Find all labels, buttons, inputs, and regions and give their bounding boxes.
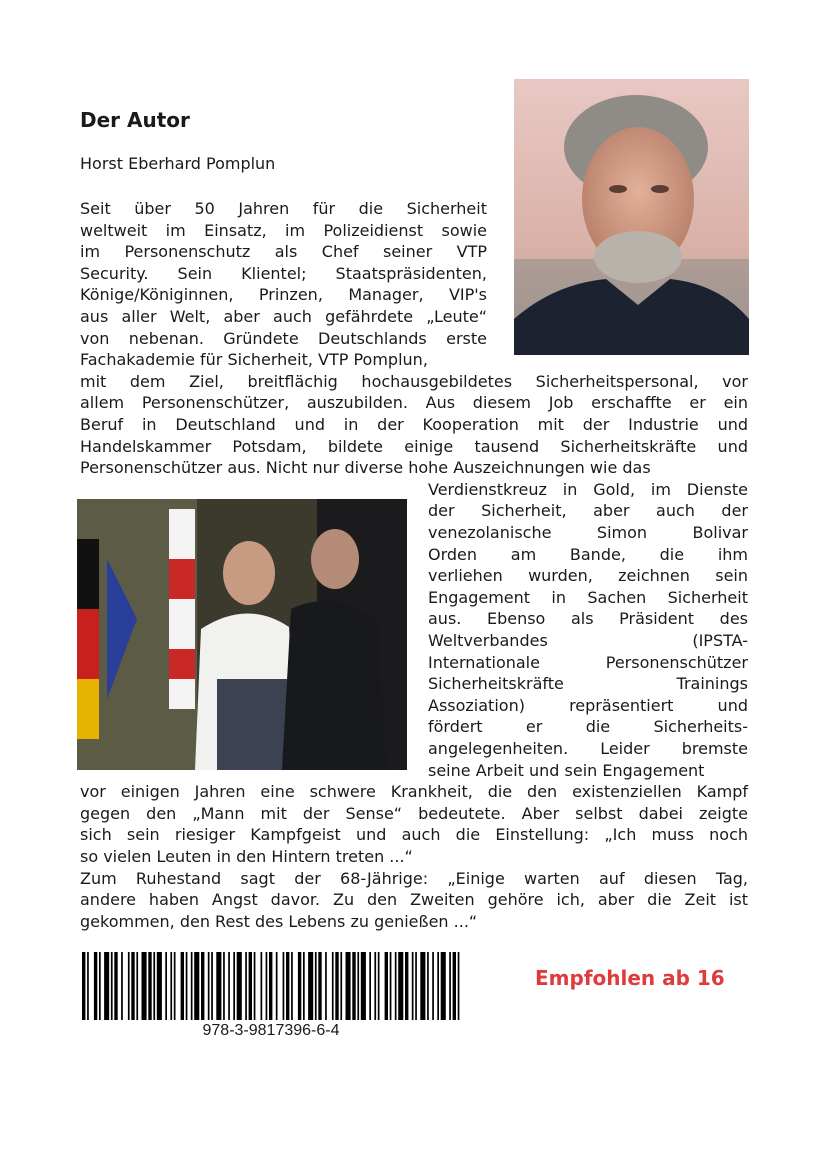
barcode-bar (298, 952, 301, 1020)
barcode-bar (216, 952, 221, 1020)
barcode-bar (357, 952, 359, 1020)
barcode-bar (99, 952, 101, 1020)
barcode-bar (412, 952, 414, 1020)
barcode-bar (228, 952, 230, 1020)
barcode-bar (191, 952, 193, 1020)
barcode-bar (385, 952, 388, 1020)
barcode-bar (121, 952, 123, 1020)
barcode-bar (111, 952, 113, 1020)
bio-line: Security. Sein Klientel; Staatspräsidenten, (80, 263, 487, 283)
bio-line: Personenschützer aus. Nicht nur diverse hohe Auszeichnungen wie das (80, 458, 651, 478)
barcode-bar (104, 952, 109, 1020)
barcode-bar (303, 952, 305, 1020)
bio-line: gegen den „Mann mit der Sense“ bedeutete. Aber selbst dabei zeigte (80, 803, 748, 823)
bio-line: sich sein riesiger Kampfgeist und auch die Einstellung: „Ich muss noch (80, 825, 748, 845)
bio-line: Seit über 50 Jahren für die Sicherheit (80, 199, 487, 218)
barcode-bar (432, 952, 434, 1020)
barcode-bar (245, 952, 247, 1020)
bio-line: Assoziation) repräsentiert und (428, 695, 748, 715)
bio-line: Beruf in Deutschland und in der Kooperation mit der Industrie und (80, 415, 748, 434)
bio-line: weltweit im Einsatz, im Polizeidienst sowie (80, 220, 487, 240)
barcode-bar (142, 952, 147, 1020)
barcode-bar (437, 952, 439, 1020)
barcode-bar (254, 952, 256, 1020)
barcode-bar (131, 952, 134, 1020)
isbn-number: 978-3-9817396-6-4 (202, 1022, 340, 1039)
barcode-bar (453, 952, 456, 1020)
barcode-bar (340, 952, 342, 1020)
barcode-bar (94, 952, 97, 1020)
barcode-bar (211, 952, 213, 1020)
award-ceremony-photo (77, 499, 407, 770)
age-recommendation: Empfohlen ab 16 (535, 966, 725, 990)
bio-line: Fachakademie für Sicherheit, VTP Pomplun, (80, 350, 428, 370)
bio-line: Orden am Bande, die ihm (428, 544, 748, 564)
bio-line: mit dem Ziel, breitflächig hochausgebildetes Sicherheitspersonal, vor (80, 371, 748, 391)
barcode-bar (148, 952, 151, 1020)
bio-line: vor einigen Jahren eine schwere Krankheit, die den existenziellen Kampf (80, 782, 748, 802)
barcode-bar (315, 952, 317, 1020)
barcode-bar (114, 952, 117, 1020)
bio-line: seine Arbeit und sein Engagement (428, 760, 705, 780)
barcode-bar (308, 952, 313, 1020)
barcode-bar (441, 952, 446, 1020)
barcode-bar (269, 952, 272, 1020)
barcode-bar (181, 952, 184, 1020)
barcode-bar (346, 952, 351, 1020)
barcode-bar (266, 952, 268, 1020)
barcode-bar (249, 952, 252, 1020)
barcode-bar (332, 952, 334, 1020)
bio-line: allem Personenschützer, auszubilden. Aus diesem Job erschaffte er ein (80, 393, 748, 413)
barcode-bar (352, 952, 355, 1020)
bio-line: Sicherheitskräfte Trainings (428, 674, 748, 694)
barcode-bar (369, 952, 371, 1020)
bio-line: Verdienstkreuz in Gold, im Dienste (428, 479, 748, 499)
barcode-bar (361, 952, 366, 1020)
barcode-bar (395, 952, 397, 1020)
author-name: Horst Eberhard Pomplun (80, 154, 276, 173)
bio-line: fördert er die Sicherheits- (428, 717, 748, 737)
barcode-bar (286, 952, 289, 1020)
bio-line: aus. Ebenso als Präsident des (428, 609, 748, 629)
bio-line: im Personenschutz als Chef seiner VTP (80, 242, 487, 262)
bio-line: von nebenan. Gründete Deutschlands erste (80, 328, 487, 348)
barcode-bar (165, 952, 167, 1020)
bio-line: gekommen, den Rest des Lebens zu genießen ...“ (80, 911, 478, 931)
barcode-bar (201, 952, 204, 1020)
barcode-bar (374, 952, 376, 1020)
barcode-bar (153, 952, 155, 1020)
barcode-bar (174, 952, 176, 1020)
bio-line: Internationale Personenschützer (428, 652, 748, 672)
barcode-bar (136, 952, 138, 1020)
bio-line: Zum Ruhestand sagt der 68-Jährige: „Einige warten auf diesen Tag, (80, 868, 748, 888)
barcode-bar (420, 952, 425, 1020)
barcode-bar (335, 952, 338, 1020)
barcode-bar (261, 952, 263, 1020)
barcode-bar (276, 952, 278, 1020)
bio-line: Engagement in Sachen Sicherheit (428, 587, 748, 607)
barcode-bar (128, 952, 130, 1020)
barcode-bar (186, 952, 188, 1020)
barcode-bar (170, 952, 172, 1020)
barcode-bar (318, 952, 321, 1020)
barcode-bar (427, 952, 429, 1020)
barcode-bar (415, 952, 417, 1020)
bio-line: Könige/Königinnen, Prinzen, Manager, VIP's (80, 285, 487, 305)
author-portrait-photo (514, 79, 749, 355)
bio-line: angelegenheiten. Leider bremste (428, 739, 748, 758)
bio-line: aus aller Welt, aber auch gefährdete „Leute“ (80, 307, 487, 326)
barcode-bar (449, 952, 451, 1020)
bio-line: andere haben Angst davor. Zu den Zweiten gehöre ich, aber die Zeit ist (80, 890, 748, 910)
barcode-bar (283, 952, 285, 1020)
bio-line: so vielen Leuten in den Hintern treten ...“ (80, 847, 413, 866)
barcode-bar (398, 952, 403, 1020)
barcode-bar (325, 952, 327, 1020)
barcode-bar (378, 952, 380, 1020)
barcode-bar (157, 952, 162, 1020)
bio-line: Handelskammer Potsdam, bildete einige tausend Sicherheitskräfte und (80, 436, 748, 456)
barcode-bar (87, 952, 89, 1020)
barcode-bar (208, 952, 210, 1020)
bio-line: Weltverbandes (IPSTA- (428, 631, 748, 650)
barcode-bar (291, 952, 293, 1020)
bio-line: venezolanische Simon Bolivar (428, 523, 748, 542)
barcode-bar (390, 952, 392, 1020)
barcode-bar (237, 952, 242, 1020)
bio-line: verliehen wurden, zeichnen sein (428, 566, 748, 586)
barcode-bar (405, 952, 408, 1020)
barcode-bar (194, 952, 199, 1020)
barcode-bar (223, 952, 225, 1020)
barcode-bar (233, 952, 235, 1020)
bio-line: der Sicherheit, aber auch der (428, 501, 748, 521)
barcode-bar (82, 952, 85, 1020)
barcode-bar (458, 952, 460, 1020)
page-title: Der Autor (80, 108, 190, 132)
